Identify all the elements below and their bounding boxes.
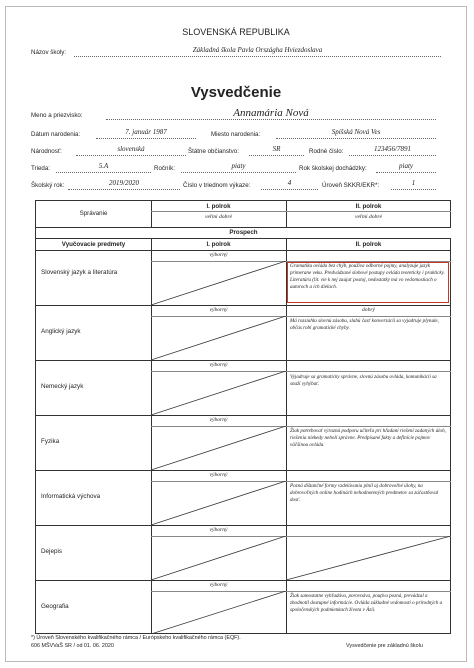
nationality-label: Národnosť: (31, 148, 62, 155)
subject-row (36, 471, 451, 525)
attendance: piaty (399, 162, 413, 170)
subject-evaluation: Gramatiku ovláda bez chýb, používa odborné pojmy, analyzuje jazyk primerane veku. Predvádzané slohové postupy ovláda teoreticky i prakticky. Literatúru (lit. vie k nej zaujať postoj, nedostatky má vo vedomostiach o autoroch a ich dielach. (290, 263, 445, 290)
school-name: Základná škola Pavla Országha Hviezdoslava (192, 46, 323, 54)
subject-evaluation: Žiak potrebovať výraznú podporu učiteľa pri hľadaní riešení zadaných úloh, riešenia niekedy nebolí správne. Predpísané fakty a definície pojmov väčšinou ovláda. (290, 428, 446, 448)
subject-name: Dejepis (41, 548, 62, 555)
subject-evaluation: Pozná dištančné formy vzdelávania plnil aj dobrovoľné úlohy, na dobrovoľných online hodinách nehodnotených predmetov sa zúčastňoval dosť. (290, 483, 439, 503)
subject-grade-sem1: výborný (209, 362, 228, 368)
citizenship: SR (272, 145, 281, 153)
birthplace-label: Miesto narodenia: (211, 131, 261, 138)
subject-row (36, 526, 451, 580)
subject-evaluation: Má rozsiahlu slovnú zásobu, slabú časť konverzácii sa vyjadruje plynule, občas robí gramatické chyby. (290, 318, 439, 331)
conduct-label: Správanie (79, 210, 108, 217)
subject-name: Slovenský jazyk a literatúra (41, 269, 118, 276)
subject-row (36, 581, 451, 634)
subjects-header: Vyučovacie predmety (61, 241, 126, 248)
subjects-sem2-header: II. polrok (355, 241, 382, 248)
school-label: Názov školy: (31, 49, 67, 56)
grades-table (35, 200, 451, 634)
document-title: Vysvedčenie (190, 84, 282, 101)
subject-evaluation: Vyjadruje sa gramaticky správne, slovnú zásobu ovláda, komunikácii sa snaží vyhýbať. (290, 374, 437, 387)
school-year: 2019/2020 (109, 179, 139, 187)
conduct-sem2: veľmi dobré (354, 214, 383, 220)
diagonal-strike (151, 371, 286, 415)
number-label: Číslo v triednom výkaze: (183, 182, 251, 189)
subject-row (36, 306, 451, 360)
subjects-sem1-header: I. polrok (206, 241, 231, 248)
subject-name: Fyzika (41, 438, 60, 445)
year-label: Školský rok: (31, 182, 65, 189)
student-name: Annamária Nová (233, 107, 309, 119)
form-name: Vysvedčenie pre základnú školu (346, 643, 423, 649)
diagonal-strike (151, 591, 286, 634)
nationality: slovenská (117, 145, 145, 153)
subject-grade-sem1: výborný (209, 417, 228, 423)
diagonal-strike (151, 316, 286, 360)
register-number: 4 (287, 179, 292, 187)
diagonal-strike (286, 536, 451, 580)
name-label: Meno a priezvisko: (31, 112, 83, 119)
id-label: Rodné číslo: (309, 148, 344, 155)
subject-grade-sem2: dobrý (361, 307, 376, 313)
subject-grade-sem1: výborný (209, 252, 228, 258)
grade: piaty (231, 162, 246, 170)
subject-name: Anglický jazyk (41, 328, 81, 335)
birth-label: Dátum narodenia: (31, 131, 81, 138)
progress-rule (36, 238, 451, 239)
header-sem2: II. polrok (355, 203, 382, 210)
highlight-box (287, 262, 449, 303)
subject-grade-sem1: výborný (209, 527, 228, 533)
subject-name: Informatická výchova (41, 493, 101, 500)
subject-name: Nemecký jazyk (41, 383, 84, 390)
progress-label: Prospech (229, 229, 258, 236)
class-label: Trieda: (31, 165, 51, 172)
subject-row (36, 361, 451, 415)
diagonal-strike (151, 426, 286, 470)
header-sem1: I. polrok (206, 203, 231, 210)
header-rule (151, 211, 451, 212)
diagonal-strike (151, 261, 286, 305)
subject-grade-sem1: výborný (209, 472, 228, 478)
skkr-level: 1 (411, 179, 416, 187)
republic-title: SLOVENSKÁ REPUBLIKA (182, 27, 290, 37)
birthplace: Spišská Nová Ves (331, 128, 381, 136)
skkr-label: Úroveň SKKR/EKR*: (322, 182, 380, 189)
certificate-page (5, 6, 467, 662)
class: 5.A (98, 162, 109, 170)
form-code: 606 MŠVVaŠ SR / od 01. 06. 2020 (31, 643, 114, 649)
grade-label: Ročník: (154, 165, 175, 172)
subject-row (36, 416, 451, 470)
birth-id: 123456/7891 (374, 145, 411, 153)
diagonal-strike (151, 536, 286, 580)
subject-evaluation: Žiak samostatne vyhľadáva, porovnáva, pouţíva pozná, prevádzal a zhodnotil dostupné informácie. Ovláda základné vedomosti o prírodných a spoločenských podmienkach života v Ázii. (290, 593, 443, 613)
birth-date: 7. január 1987 (125, 128, 167, 136)
subject-name: Geografia (41, 603, 69, 610)
attendance-label: Rok školskej dochádzky: (299, 165, 367, 172)
conduct-sem1: veľmi dobré (204, 214, 233, 220)
subject-row (36, 251, 451, 305)
diagonal-strike (151, 481, 286, 525)
footnote: *) Úroveň Slovenského kvalifikačného rámca / Európskeho kvalifikačného rámca (EQF). (31, 635, 241, 641)
subject-grade-sem1: výborný (209, 582, 228, 588)
subject-grade-sem1: výborný (209, 307, 228, 313)
citizenship-label: Štátne občianstvo: (188, 148, 239, 155)
